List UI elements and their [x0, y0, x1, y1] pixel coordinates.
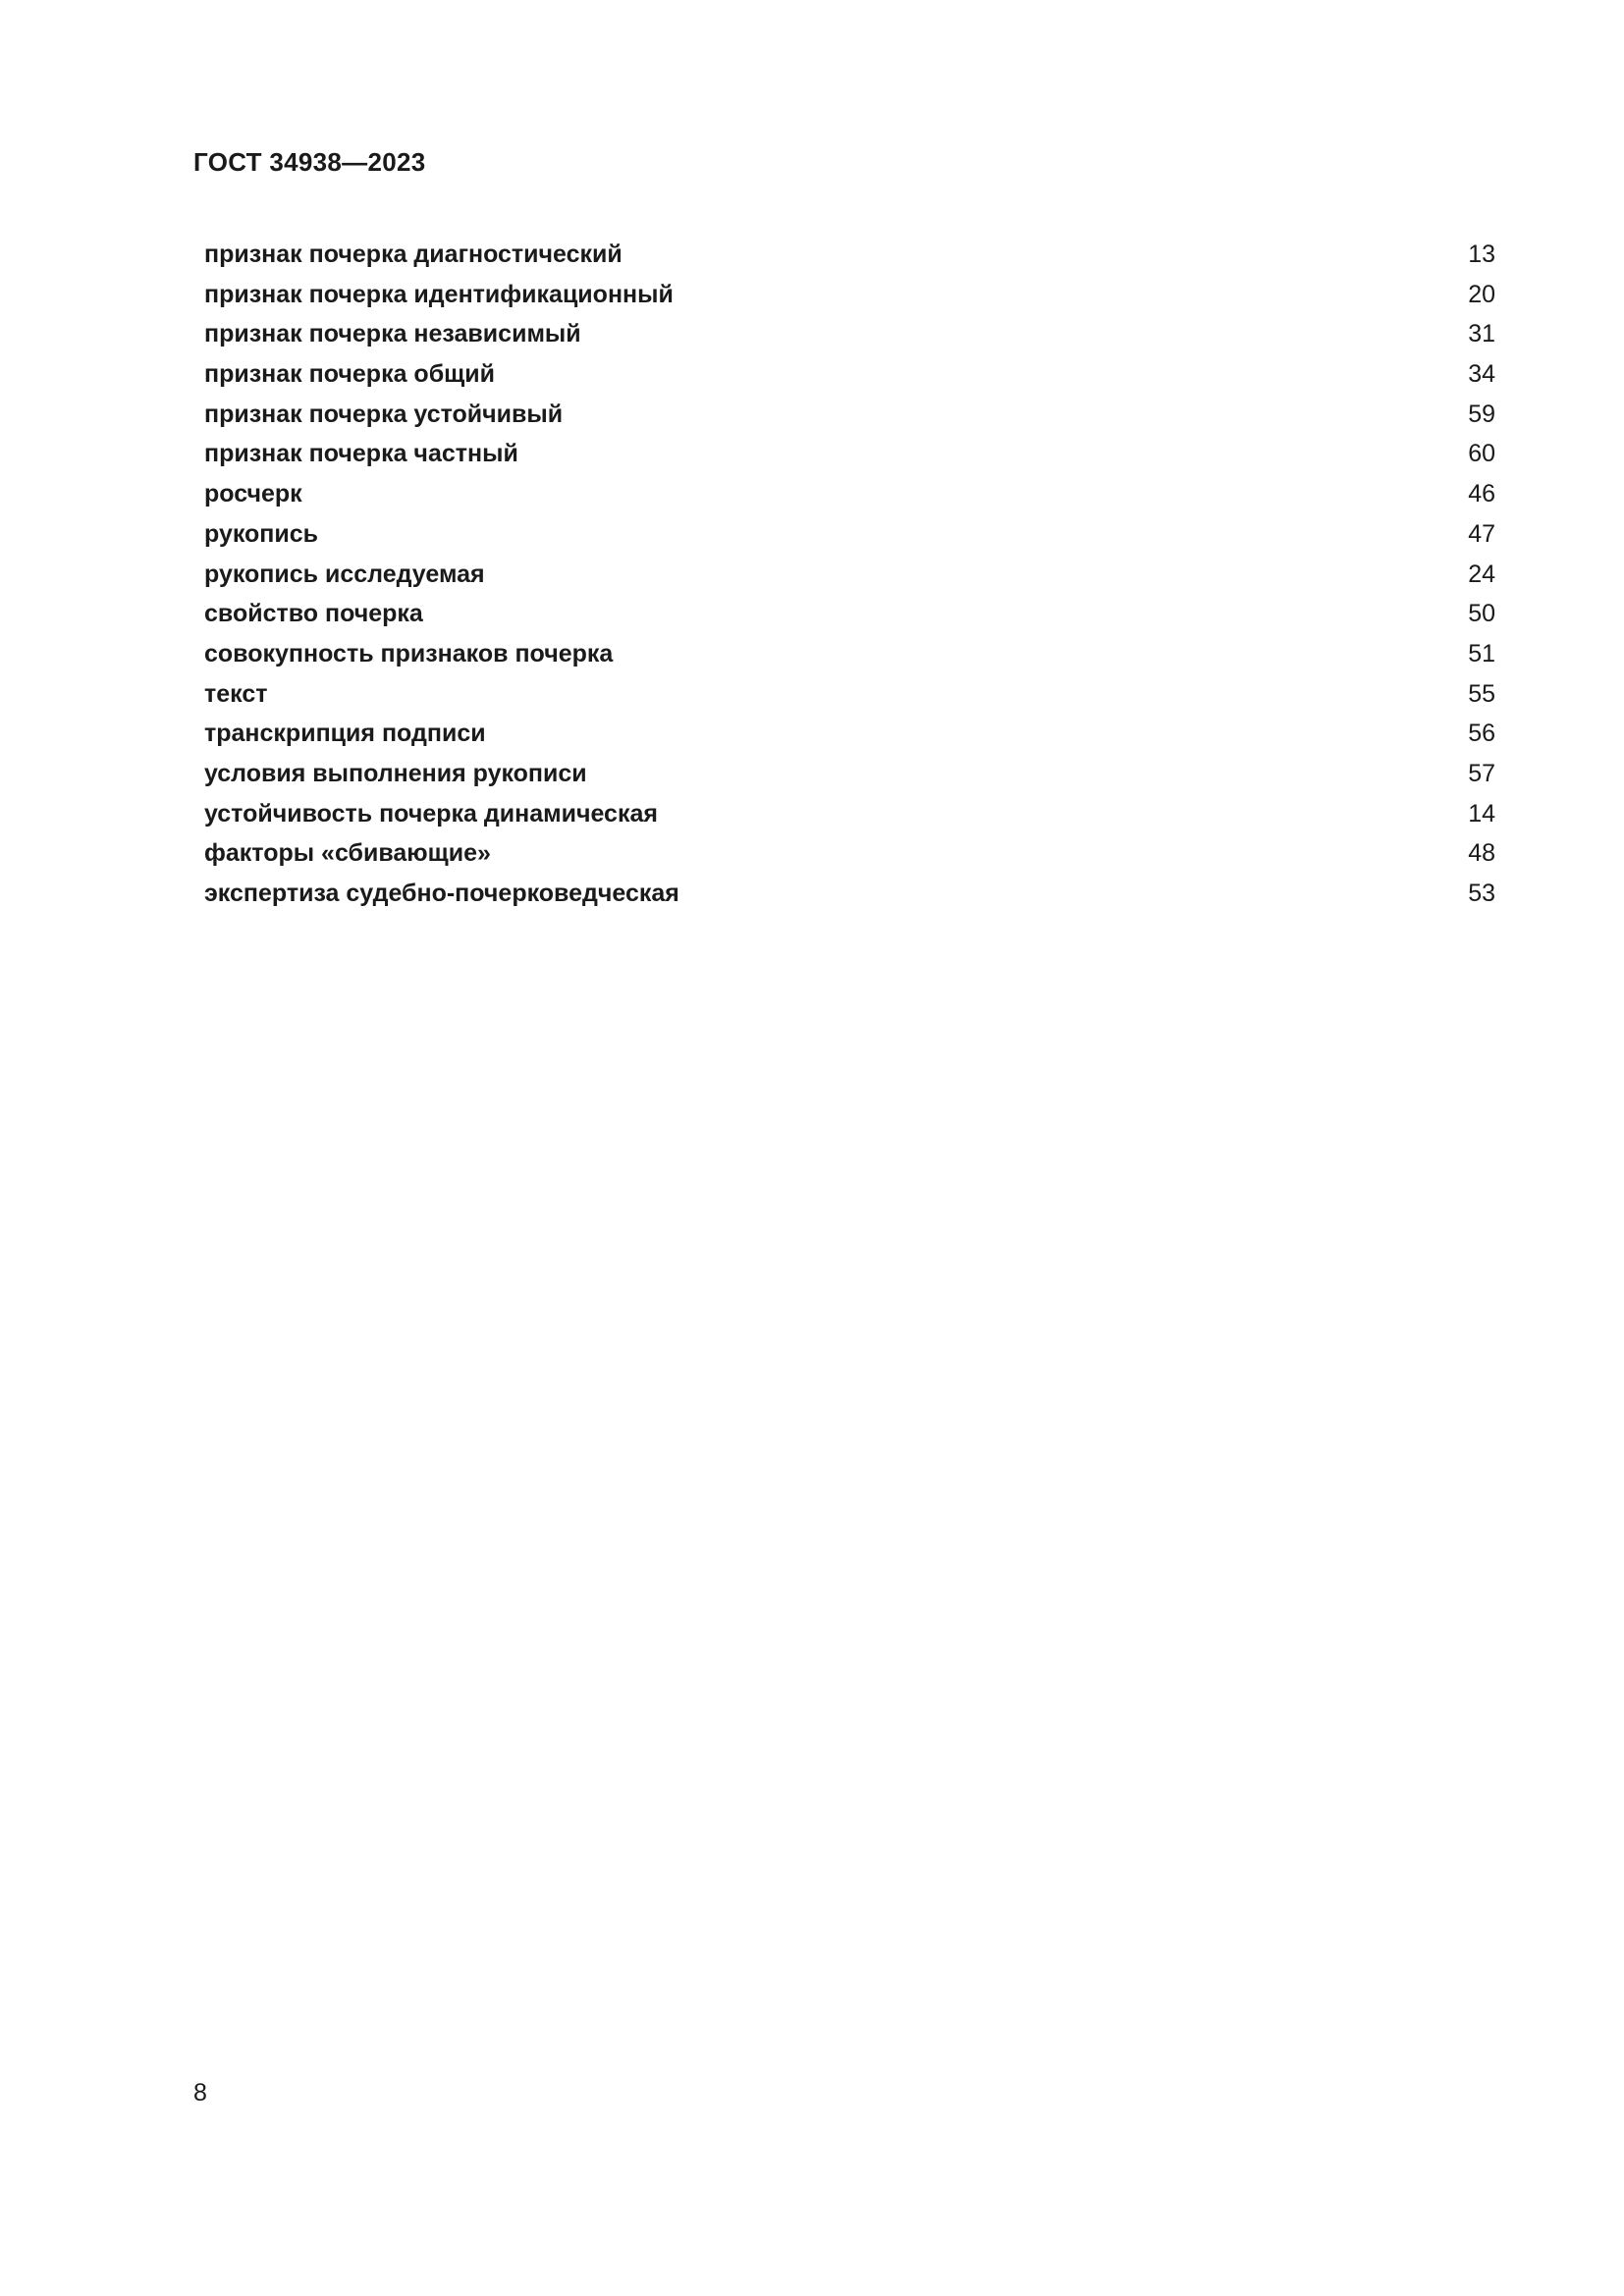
index-entry: [204, 434, 1495, 474]
index-term-number: 57: [1468, 759, 1495, 787]
index-term: признак почерка диагностический: [204, 240, 623, 268]
index-term-number: 50: [1468, 600, 1495, 628]
index-term: признак почерка независимый: [204, 320, 581, 348]
index-term-number: 20: [1468, 280, 1495, 308]
index-term: свойство почерка: [204, 600, 423, 628]
index-entry: [204, 833, 1495, 874]
index-term-number: 24: [1468, 560, 1495, 588]
index-entry: [204, 235, 1495, 275]
index-term-number: 51: [1468, 639, 1495, 667]
index-term: росчерк: [204, 480, 302, 508]
index-term: текст: [204, 679, 268, 708]
index-term-number: 56: [1468, 720, 1495, 748]
index-term-number: 13: [1468, 240, 1495, 268]
document-header: ГОСТ 34938—2023: [193, 147, 426, 177]
index-term-number: 59: [1468, 400, 1495, 428]
index-term-number: 31: [1468, 320, 1495, 348]
index-term: признак почерка частный: [204, 440, 518, 468]
index-term: транскрипция подписи: [204, 720, 486, 748]
index-entry: [204, 395, 1495, 435]
index-term: признак почерка идентификационный: [204, 280, 674, 308]
index-term-number: 60: [1468, 440, 1495, 468]
index-term-number: 53: [1468, 880, 1495, 907]
index-entry: [204, 555, 1495, 595]
index-entry: [204, 874, 1495, 914]
index-term: рукопись исследуемая: [204, 560, 485, 588]
index-term-number: 46: [1468, 480, 1495, 508]
index-entry: [204, 794, 1495, 834]
page-number: 8: [193, 2079, 207, 2107]
index-term: экспертиза судебно-почерковедческая: [204, 880, 679, 907]
index-term-number: 47: [1468, 519, 1495, 548]
index-entry: [204, 754, 1495, 794]
index-entry: [204, 314, 1495, 354]
index-term: условия выполнения рукописи: [204, 759, 587, 787]
index-entry: [204, 474, 1495, 514]
index-term-number: 14: [1468, 799, 1495, 828]
index-entry: [204, 674, 1495, 715]
term-index-list: [204, 235, 1495, 914]
index-entry: [204, 634, 1495, 674]
index-term: признак почерка устойчивый: [204, 400, 564, 428]
index-entry: [204, 275, 1495, 315]
index-entry: [204, 594, 1495, 634]
index-entry: [204, 354, 1495, 395]
index-term-number: 55: [1468, 679, 1495, 708]
index-entry: [204, 714, 1495, 754]
index-term-number: 34: [1468, 360, 1495, 389]
index-term: рукопись: [204, 519, 319, 548]
index-term: совокупность признаков почерка: [204, 639, 614, 667]
index-term: факторы «сбивающие»: [204, 839, 491, 868]
index-term: устойчивость почерка динамическая: [204, 799, 658, 828]
index-term-number: 48: [1468, 839, 1495, 868]
index-term: признак почерка общий: [204, 360, 495, 389]
index-entry: [204, 514, 1495, 555]
